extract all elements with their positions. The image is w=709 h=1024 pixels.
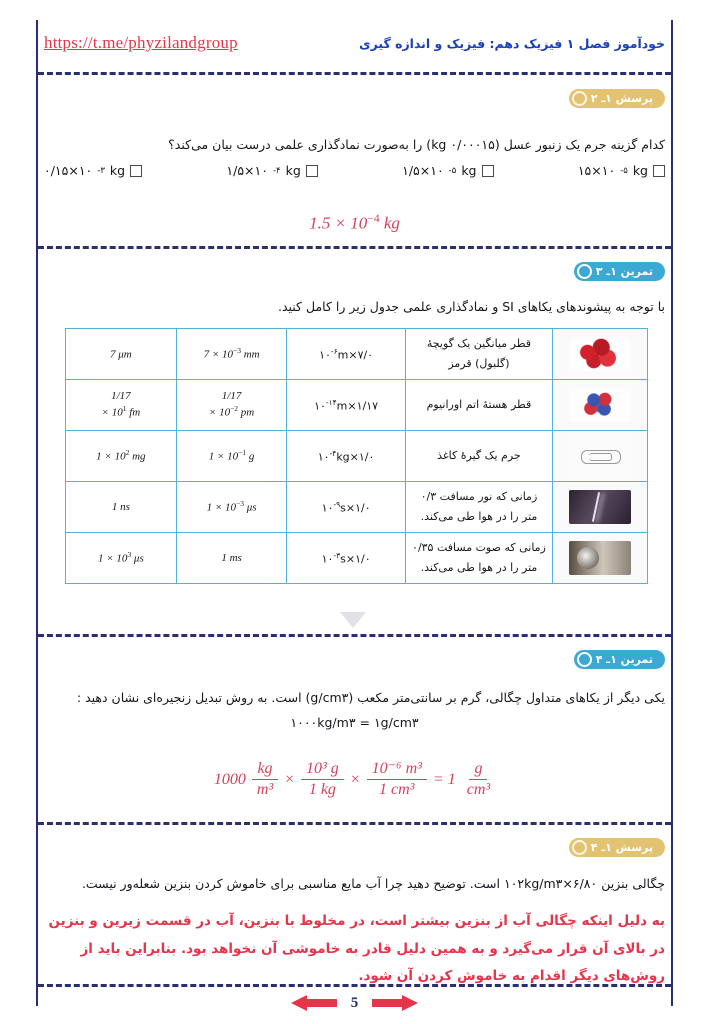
row-col3-answer: [176, 431, 287, 482]
col3-unit: μs: [246, 501, 257, 514]
badge-label: پرسش ۱ـ ۴: [590, 841, 653, 854]
option-1-checkbox[interactable]: [130, 165, 142, 177]
col3-second-line: × $10^{-2}$ pm: [208, 404, 255, 419]
page-footer: [0, 990, 709, 1016]
si-exponent: -۹: [333, 499, 341, 509]
fraction-4-numerator: g: [469, 760, 487, 780]
book-title: خودآموز فصل ۱ فیزیک دهم: فیزیک و اندازه گیری: [359, 35, 665, 51]
answer-mantissa: 1.5 × 10: [309, 213, 368, 233]
divider-4: [38, 822, 671, 825]
col3-mantissa: 7 × 10: [203, 348, 233, 361]
option-1-exponent: -۳: [97, 165, 105, 176]
divider-2: [38, 246, 671, 249]
answer-exponent: −4: [367, 212, 380, 225]
badge-exercise-1-4: [574, 650, 665, 669]
table-row: [66, 329, 648, 380]
si-unit: kg: [336, 450, 350, 464]
option-2-exponent: -۴: [272, 165, 281, 176]
frame-rule-left: [36, 20, 38, 1006]
option-2-unit: kg: [285, 163, 301, 178]
option-3[interactable]: [402, 163, 493, 178]
col4-mantissa: 1 × 10: [98, 552, 128, 565]
fraction-3: [367, 760, 427, 800]
col3-unit: mm: [243, 348, 260, 361]
col3-mantissa: 1 × 10: [208, 450, 239, 463]
col4-mantissa: 1/17: [111, 390, 131, 403]
row-si-value: [287, 329, 405, 380]
col4-exponent: 1: [122, 404, 127, 414]
fraction-3-denominator: 1 cm³: [379, 781, 415, 799]
question-1-2-answer: [0, 212, 709, 234]
telegram-link[interactable]: https://t.me/phyzilandgroup: [44, 33, 238, 52]
row-si-value: [287, 533, 405, 584]
col3-mantissa: 1/17: [221, 390, 242, 403]
row-image-cell: [553, 380, 648, 431]
col3-unit: pm: [240, 406, 255, 419]
si-unit: m: [337, 348, 349, 362]
si-unit: s: [340, 552, 346, 566]
si-unit: s: [340, 501, 346, 515]
row-description: قطر میانگین یک گویچۀ (گلبول) قرمز: [405, 329, 552, 380]
lightning-image: [569, 490, 631, 524]
row-col3-answer: [176, 482, 287, 533]
fraction-4: [462, 760, 495, 800]
badge-question-1-4: [569, 838, 665, 857]
exercise-1-4-instruction: یکی دیگر از یکاهای متداول چگالی، گرم بر سانتی‌متر مکعب (g/cm۳) است. به روش تبدیل زنجیره‌ای نشان دهید :: [76, 690, 665, 705]
row-si-value: [287, 482, 405, 533]
col3-unit: ms: [229, 551, 242, 564]
fraction-1-numerator: kg: [252, 760, 277, 780]
fraction-1: [252, 760, 278, 800]
row-description: جرم یک گیرۀ کاغذ: [405, 431, 552, 482]
table-row: [66, 431, 648, 482]
solution-equals: = 1: [432, 770, 456, 788]
row-col3-answer: [176, 329, 287, 380]
row-col4-answer: [66, 482, 177, 533]
si-exponent: -۶: [330, 346, 338, 356]
row-si-value: [287, 380, 405, 431]
row-description: قطر هستۀ اتم اورانیوم: [405, 380, 552, 431]
col3-exponent: −1: [238, 447, 247, 457]
badge-ring-icon: [572, 91, 587, 106]
badge-ring-icon: [572, 840, 587, 855]
si-exponent: -۳: [333, 550, 341, 560]
solution-coefficient: 1000: [213, 770, 246, 788]
si-mantissa: ۷/۰×۱۰: [319, 348, 374, 362]
option-4-exponent: -۵: [620, 165, 628, 176]
option-1[interactable]: [44, 163, 142, 178]
table-row: [66, 533, 648, 584]
row-image-cell: [553, 482, 648, 533]
si-mantissa: ۱/۱۷×۱۰: [314, 399, 379, 413]
uranium-nucleus-image: [569, 388, 631, 422]
table-pointer-arrow-icon: [340, 612, 366, 628]
option-3-unit: kg: [461, 163, 477, 178]
badge-ring-icon: [577, 264, 592, 279]
fraction-2-numerator: 10³ g: [301, 760, 344, 780]
paper-clip-image: [569, 439, 631, 473]
table-row: [66, 482, 648, 533]
next-page-arrow-icon[interactable]: [372, 995, 418, 1011]
option-2-checkbox[interactable]: [306, 165, 318, 177]
page-number: 5: [350, 994, 359, 1011]
loudspeaker-image: [569, 541, 631, 575]
si-prefix-table: [65, 328, 648, 584]
solution-operator-2: ×: [349, 770, 361, 788]
fraction-2: [301, 760, 344, 800]
exercise-1-3-instruction: با توجه به پیشوندهای یکاهای SI و نمادگذاری علمی جدول زیر را کامل کنید.: [277, 299, 665, 314]
row-col4-answer: [66, 329, 177, 380]
frame-rule-right: [671, 20, 673, 1006]
badge-label: تمرین ۱ـ ۴: [595, 653, 653, 666]
table-row: [66, 380, 648, 431]
fraction-2-denominator: 1 kg: [308, 781, 336, 799]
divider-1: [38, 72, 671, 75]
row-col4-answer: [66, 533, 177, 584]
question-1-4-text: چگالی بنزین ۶/۸۰×۱۰۲kg/m۳ است. توضیح دهید چرا آب مایع مناسبی برای خاموش کردن بنزین شعله‌ور نیست.: [81, 876, 665, 891]
col4-mantissa: 1 × 10: [96, 450, 126, 463]
col3-exponent: −3: [233, 345, 241, 355]
col3-exponent: −2: [230, 404, 239, 414]
solution-operator-1: ×: [284, 770, 295, 788]
row-col3-answer: [176, 380, 287, 431]
option-3-exponent: -۵: [448, 165, 457, 176]
si-mantissa: ۱/۰×۱۰: [321, 501, 371, 515]
question-1-2-text: کدام گزینه جرم یک زنبور عسل (۰/۰۰۰۱۵ kg) را به‌صورت نمادگذاری علمی درست بیان می‌کند؟: [168, 137, 665, 152]
option-3-text: ۱/۵×۱۰: [402, 163, 444, 178]
col4-exponent: 2: [125, 447, 130, 457]
option-4-text: ۱۵×۱۰: [577, 163, 616, 178]
col4-unit: μs: [133, 552, 144, 565]
col4-unit: ns: [120, 500, 130, 513]
col4-unit: μm: [118, 348, 132, 361]
si-exponent: -۱۴: [325, 397, 337, 407]
col3-mantissa: 1: [221, 551, 227, 564]
col4-second-line: × $10^1$ fm: [101, 404, 141, 419]
red-blood-cells-image: [569, 337, 631, 371]
question-1-2-options: [44, 163, 665, 178]
page-header: [44, 26, 665, 60]
col4-mantissa: 1: [111, 500, 118, 513]
option-2[interactable]: [226, 163, 317, 178]
row-si-value: [287, 431, 405, 482]
col3-unit: g: [248, 450, 255, 463]
prev-page-arrow-icon[interactable]: [291, 995, 337, 1011]
col4-unit: mg: [132, 450, 146, 463]
row-description: زمانی که صوت مسافت ۰/۳۵ متر را در هوا طی می‌کند.: [405, 533, 552, 584]
fraction-4-denominator: cm³: [466, 781, 491, 799]
row-col4-answer: [66, 380, 177, 431]
col3-mantissa: 1 × 10: [206, 501, 237, 514]
si-mantissa: ۱/۰×۱۰: [317, 450, 375, 464]
exercise-1-4-solution: [0, 760, 709, 800]
col4-mantissa: 7: [110, 348, 116, 361]
option-4-unit: kg: [632, 163, 648, 178]
badge-label: پرسش ۱ـ ۲: [590, 92, 653, 105]
badge-exercise-1-3: [574, 262, 665, 281]
option-4-checkbox[interactable]: [653, 165, 665, 177]
fraction-1-denominator: m³: [256, 781, 274, 799]
row-col3-answer: [176, 533, 287, 584]
row-image-cell: [553, 329, 648, 380]
option-2-text: ۱/۵×۱۰: [226, 163, 268, 178]
row-description: زمانی که نور مسافت ۰/۳ متر را در هوا طی می‌کند.: [405, 482, 552, 533]
row-col4-answer: [66, 431, 177, 482]
col4-exponent: 3: [127, 549, 132, 559]
option-4[interactable]: [578, 163, 665, 178]
col4-unit: fm: [129, 406, 141, 419]
badge-question-1-2: [569, 89, 665, 108]
divider-5: [38, 984, 671, 987]
divider-3: [38, 634, 671, 637]
answer-unit: kg: [383, 213, 400, 233]
fraction-3-numerator: 10⁻⁶ m³: [367, 760, 427, 780]
exercise-1-4-equation: ۱۰۰۰kg/m۳ = ۱g/cm۳: [290, 715, 419, 730]
si-mantissa: ۱/۰×۱۰: [321, 552, 371, 566]
col3-exponent: −3: [236, 498, 244, 508]
option-1-text: ۰/۱۵×۱۰: [44, 163, 93, 178]
badge-label: تمرین ۱ـ ۳: [595, 265, 653, 278]
si-exponent: -۴: [329, 448, 337, 458]
row-image-cell: [553, 431, 648, 482]
question-1-4-answer: به دلیل اینکه چگالی آب از بنزین بیشتر است، در مخلوط با بنزین، آب در قسمت زیرین و بنزین در بالای آن قرار می‌گیرد و به همین دلیل قادر به خاموشی آن نخواهد بود. بنابراین باید از روش‌های دیگر اقدام به خاموش کردن آن شود.: [48, 913, 665, 985]
option-1-unit: kg: [109, 163, 126, 178]
row-image-cell: [553, 533, 648, 584]
si-unit: m: [336, 399, 348, 413]
badge-ring-icon: [577, 652, 592, 667]
option-3-checkbox[interactable]: [482, 165, 494, 177]
